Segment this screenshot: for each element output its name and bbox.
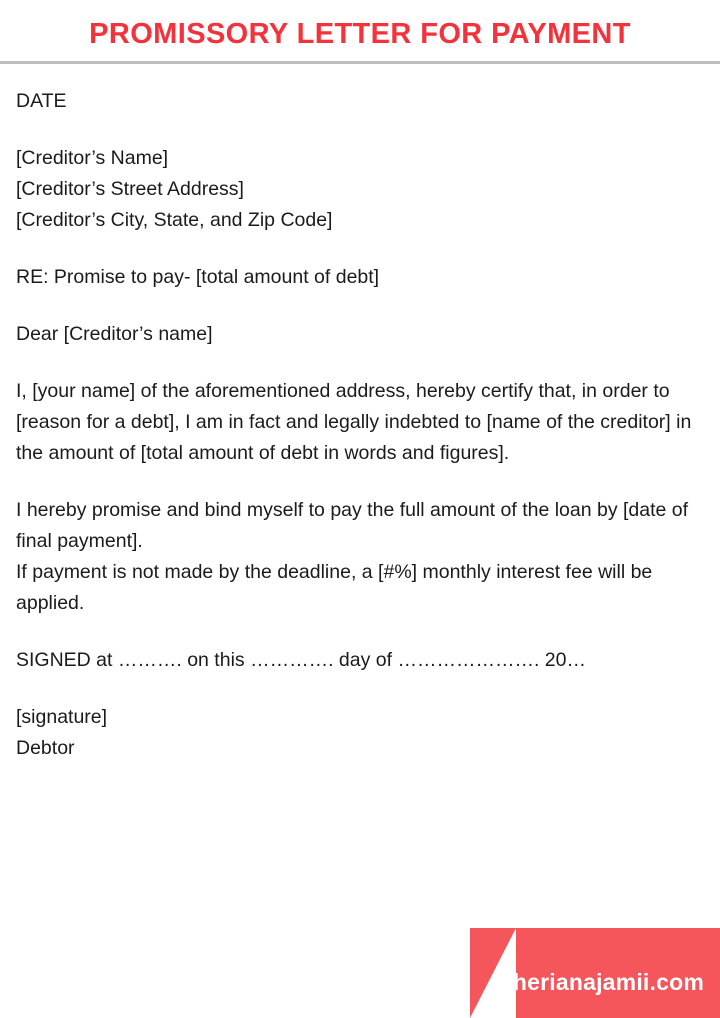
signature-placeholder-line: [signature] <box>16 706 108 728</box>
creditor-address-block <box>16 143 704 236</box>
brand-watermark: sherianajamii.com <box>499 969 704 995</box>
interest-text: If payment is not made by the deadline, a [#%] monthly interest fee will be applied. <box>16 561 653 614</box>
promise-paragraph <box>16 495 704 619</box>
creditor-street-line: [Creditor’s Street Address] <box>16 178 244 200</box>
salutation-line: Dear [Creditor’s name] <box>16 323 213 345</box>
creditor-name-line: [Creditor’s Name] <box>16 147 169 169</box>
signature-block <box>16 702 704 764</box>
signed-at-line: SIGNED at ………. on this …………. day of …………………. 20… <box>16 649 586 671</box>
creditor-city-line: [Creditor’s City, State, and Zip Code] <box>16 209 333 231</box>
debtor-label: Debtor <box>16 737 75 759</box>
page-footer <box>0 928 720 1018</box>
signed-at-block <box>16 645 704 676</box>
acknowledgement-text: I, [your name] of the aforementioned address, hereby certify that, in order to [reason for a debt], I am in fact and legally indebted to [name of the creditor] in the amount of [total amount of debt in words and figures]. <box>16 380 692 464</box>
salutation-block <box>16 319 704 350</box>
date-label: DATE <box>16 90 67 112</box>
promise-text: I hereby promise and bind myself to pay the full amount of the loan by [date of final payment]. <box>16 499 689 552</box>
subject-block <box>16 262 704 293</box>
date-block <box>16 86 704 117</box>
subject-line: RE: Promise to pay- [total amount of debt] <box>16 266 380 288</box>
footer-white-wedge <box>0 928 470 1018</box>
page-title: PROMISSORY LETTER FOR PAYMENT <box>89 18 631 50</box>
acknowledgement-paragraph <box>16 376 704 469</box>
letter-body <box>0 64 720 764</box>
